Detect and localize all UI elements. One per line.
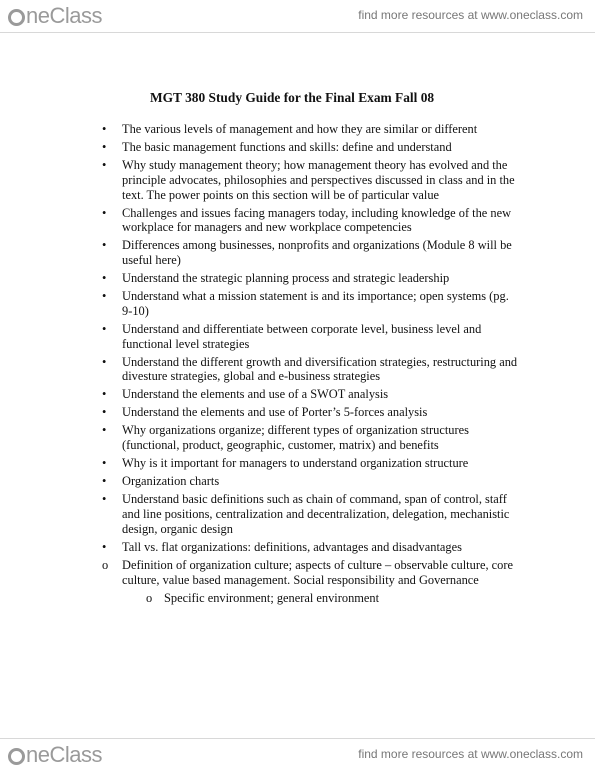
bullet-marker: o <box>146 590 153 605</box>
list-item-text: Tall vs. flat organizations: definitions, advantages and disadvantages <box>122 539 462 554</box>
oneclass-logo-footer[interactable] <box>8 742 102 768</box>
list-item-text: The various levels of management and how they are similar or different <box>122 122 478 136</box>
list-item <box>100 492 520 536</box>
list-item <box>100 271 520 286</box>
list-item-text: Understand the elements and use of a SWOT analysis <box>122 387 389 402</box>
bullet-marker: o <box>102 557 109 572</box>
logo-circle-icon <box>8 9 25 26</box>
header-tagline[interactable]: find more resources at www.oneclass.com <box>358 8 583 22</box>
bullet-marker: • <box>102 474 107 489</box>
footer-tagline[interactable]: find more resources at www.oneclass.com <box>358 747 583 761</box>
footer-bar <box>0 738 595 771</box>
list-item <box>100 423 520 453</box>
list-item-text: Understand what a mission statement is and its importance; open systems (pg. 9-10) <box>122 289 509 318</box>
list-item <box>100 122 520 137</box>
bullet-marker: • <box>102 354 107 369</box>
logo-circle-icon <box>8 748 25 765</box>
list-item-text: Why organizations organize; different types of organization structures (functional, product, geographic, customer, matrix) and benefits <box>122 423 469 453</box>
list-item <box>100 322 520 352</box>
list-item <box>144 591 520 606</box>
bullet-marker: • <box>102 387 107 402</box>
bullet-marker: • <box>102 157 107 172</box>
list-item <box>100 140 520 155</box>
list-item <box>100 158 520 202</box>
list-item-text: Understand the strategic planning process and strategic leadership <box>122 271 450 286</box>
list-item <box>100 238 520 268</box>
list-item-text: Why study management theory; how management theory has evolved and the principle advocates, philosophies and perspectives discussed in class and in the text. The power points on this section will be of particular value <box>122 157 515 202</box>
bullet-marker: • <box>102 289 107 304</box>
bullet-marker: • <box>102 423 107 438</box>
bullet-marker: • <box>102 122 107 136</box>
list-item-text: Understand the elements and use of Porter’s 5-forces analysis <box>122 405 428 420</box>
bullet-marker: • <box>102 139 107 154</box>
list-item-text: Understand the different growth and diversification strategies, restructuring and divesture strategies, global and e-business strategies <box>122 354 518 384</box>
bullet-marker: • <box>102 205 107 220</box>
list-item-text: Differences among businesses, nonprofits and organizations (Module 8 will be useful here) <box>122 238 512 268</box>
bullet-marker: • <box>102 492 107 507</box>
list-item <box>100 206 520 236</box>
logo-text: neClass <box>26 3 102 28</box>
list-item <box>100 355 520 385</box>
list-item-text: Specific environment; general environment <box>164 590 380 605</box>
list-item <box>100 474 520 489</box>
study-guide-list <box>100 122 520 608</box>
bullet-marker: • <box>102 456 107 471</box>
list-item-text: Organization charts <box>122 474 220 489</box>
bullet-marker: • <box>102 405 107 420</box>
bullet-marker: • <box>102 238 107 253</box>
list-item-text: Why is it important for managers to understand organization structure <box>122 456 469 471</box>
list-item-text: The basic management functions and skills: define and understand <box>122 139 452 154</box>
bullet-marker: • <box>102 539 107 554</box>
list-item <box>100 540 520 555</box>
list-item-text: Challenges and issues facing managers today, including knowledge of the new workplace for managers and new workplace competencies <box>122 205 512 235</box>
list-item-text: Understand basic definitions such as chain of command, span of control, staff and line positions, centralization and decentralization, delegation, mechanistic design, organic design <box>122 492 510 536</box>
list-item <box>100 456 520 471</box>
list-item <box>100 405 520 420</box>
list-item-text: Definition of organization culture; aspects of culture – observable culture, core culture, value based management. Social responsibility and Governance <box>122 557 513 587</box>
logo-text: neClass <box>26 742 102 767</box>
document-title: MGT 380 Study Guide for the Final Exam Fall 08 <box>150 90 435 105</box>
list-item <box>100 387 520 402</box>
oneclass-logo[interactable] <box>8 3 102 29</box>
bullet-marker: • <box>102 321 107 336</box>
list-item <box>100 558 520 588</box>
header-bar <box>0 0 595 33</box>
bullet-marker: • <box>102 271 107 286</box>
list-item <box>100 289 520 319</box>
list-item-text: Understand and differentiate between corporate level, business level and functional level strategies <box>122 321 482 351</box>
